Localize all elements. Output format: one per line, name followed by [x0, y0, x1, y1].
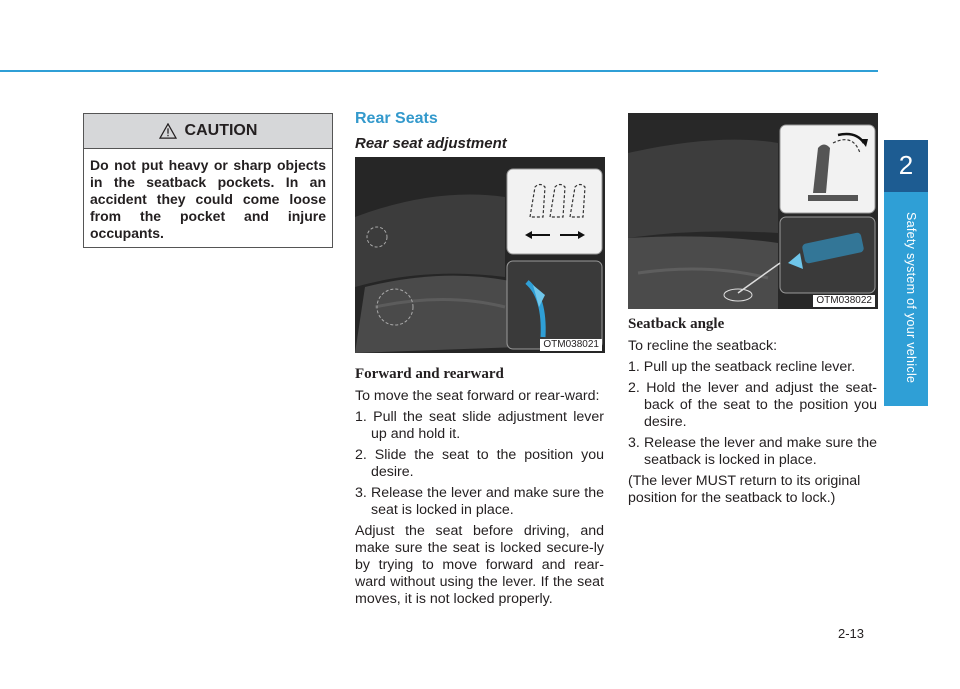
seatback-step-2: 2. Hold the lever and adjust the seat-back of the seat to the position you desire. — [628, 380, 877, 430]
chapter-title: Safety system of your vehicle — [904, 212, 918, 384]
caution-title: CAUTION — [184, 122, 258, 139]
forward-step-3: 3. Release the lever and make sure the seat is locked in place. — [355, 485, 604, 518]
seatback-step-3: 3. Release the lever and make sure the seatback is locked in place. — [628, 435, 877, 468]
seatback-intro: To recline the seatback: — [628, 338, 778, 354]
section-heading: Rear Seats — [355, 110, 438, 127]
seat-slide-illustration — [355, 157, 605, 353]
seatback-angle-body — [628, 338, 877, 511]
forward-step-1: 1. Pull the seat slide adjustment lever up and hold it. — [355, 409, 604, 442]
page-number: 2-13 — [838, 626, 865, 641]
figure-code: OTM038021 — [540, 339, 602, 351]
caution-box — [83, 113, 333, 248]
seatback-angle-heading: Seatback angle — [628, 316, 725, 332]
chapter-number: 2 — [898, 150, 914, 180]
seatback-angle-figure — [628, 113, 878, 309]
forward-rearward-note: Adjust the seat before driving, and make sure the seat is locked secure-ly by trying to move forward and rear-ward without using the lever. If the seat moves, it is not locked properly. — [355, 523, 604, 607]
seat-slide-figure — [355, 157, 605, 353]
figure-code: OTM038022 — [813, 295, 875, 307]
seatback-note: (The lever MUST return to its original position for the seatback to lock.) — [628, 473, 861, 506]
caution-text: Do not put heavy or sharp objects in the seatback pockets. In an accident they could come loose from the pocket and injure occupants. — [90, 157, 326, 241]
warning-triangle-icon — [159, 123, 177, 139]
seatback-illustration — [628, 113, 878, 309]
section-subheading: Rear seat adjustment — [355, 135, 507, 152]
caution-header — [84, 114, 332, 149]
forward-rearward-intro: To move the seat forward or rear-ward: — [355, 388, 600, 404]
forward-rearward-heading: Forward and rearward — [355, 366, 504, 382]
forward-rearward-body — [355, 388, 604, 612]
forward-step-2: 2. Slide the seat to the position you desire. — [355, 447, 604, 480]
header-rule — [0, 70, 878, 72]
seatback-step-1: 1. Pull up the seatback recline lever. — [628, 359, 856, 375]
